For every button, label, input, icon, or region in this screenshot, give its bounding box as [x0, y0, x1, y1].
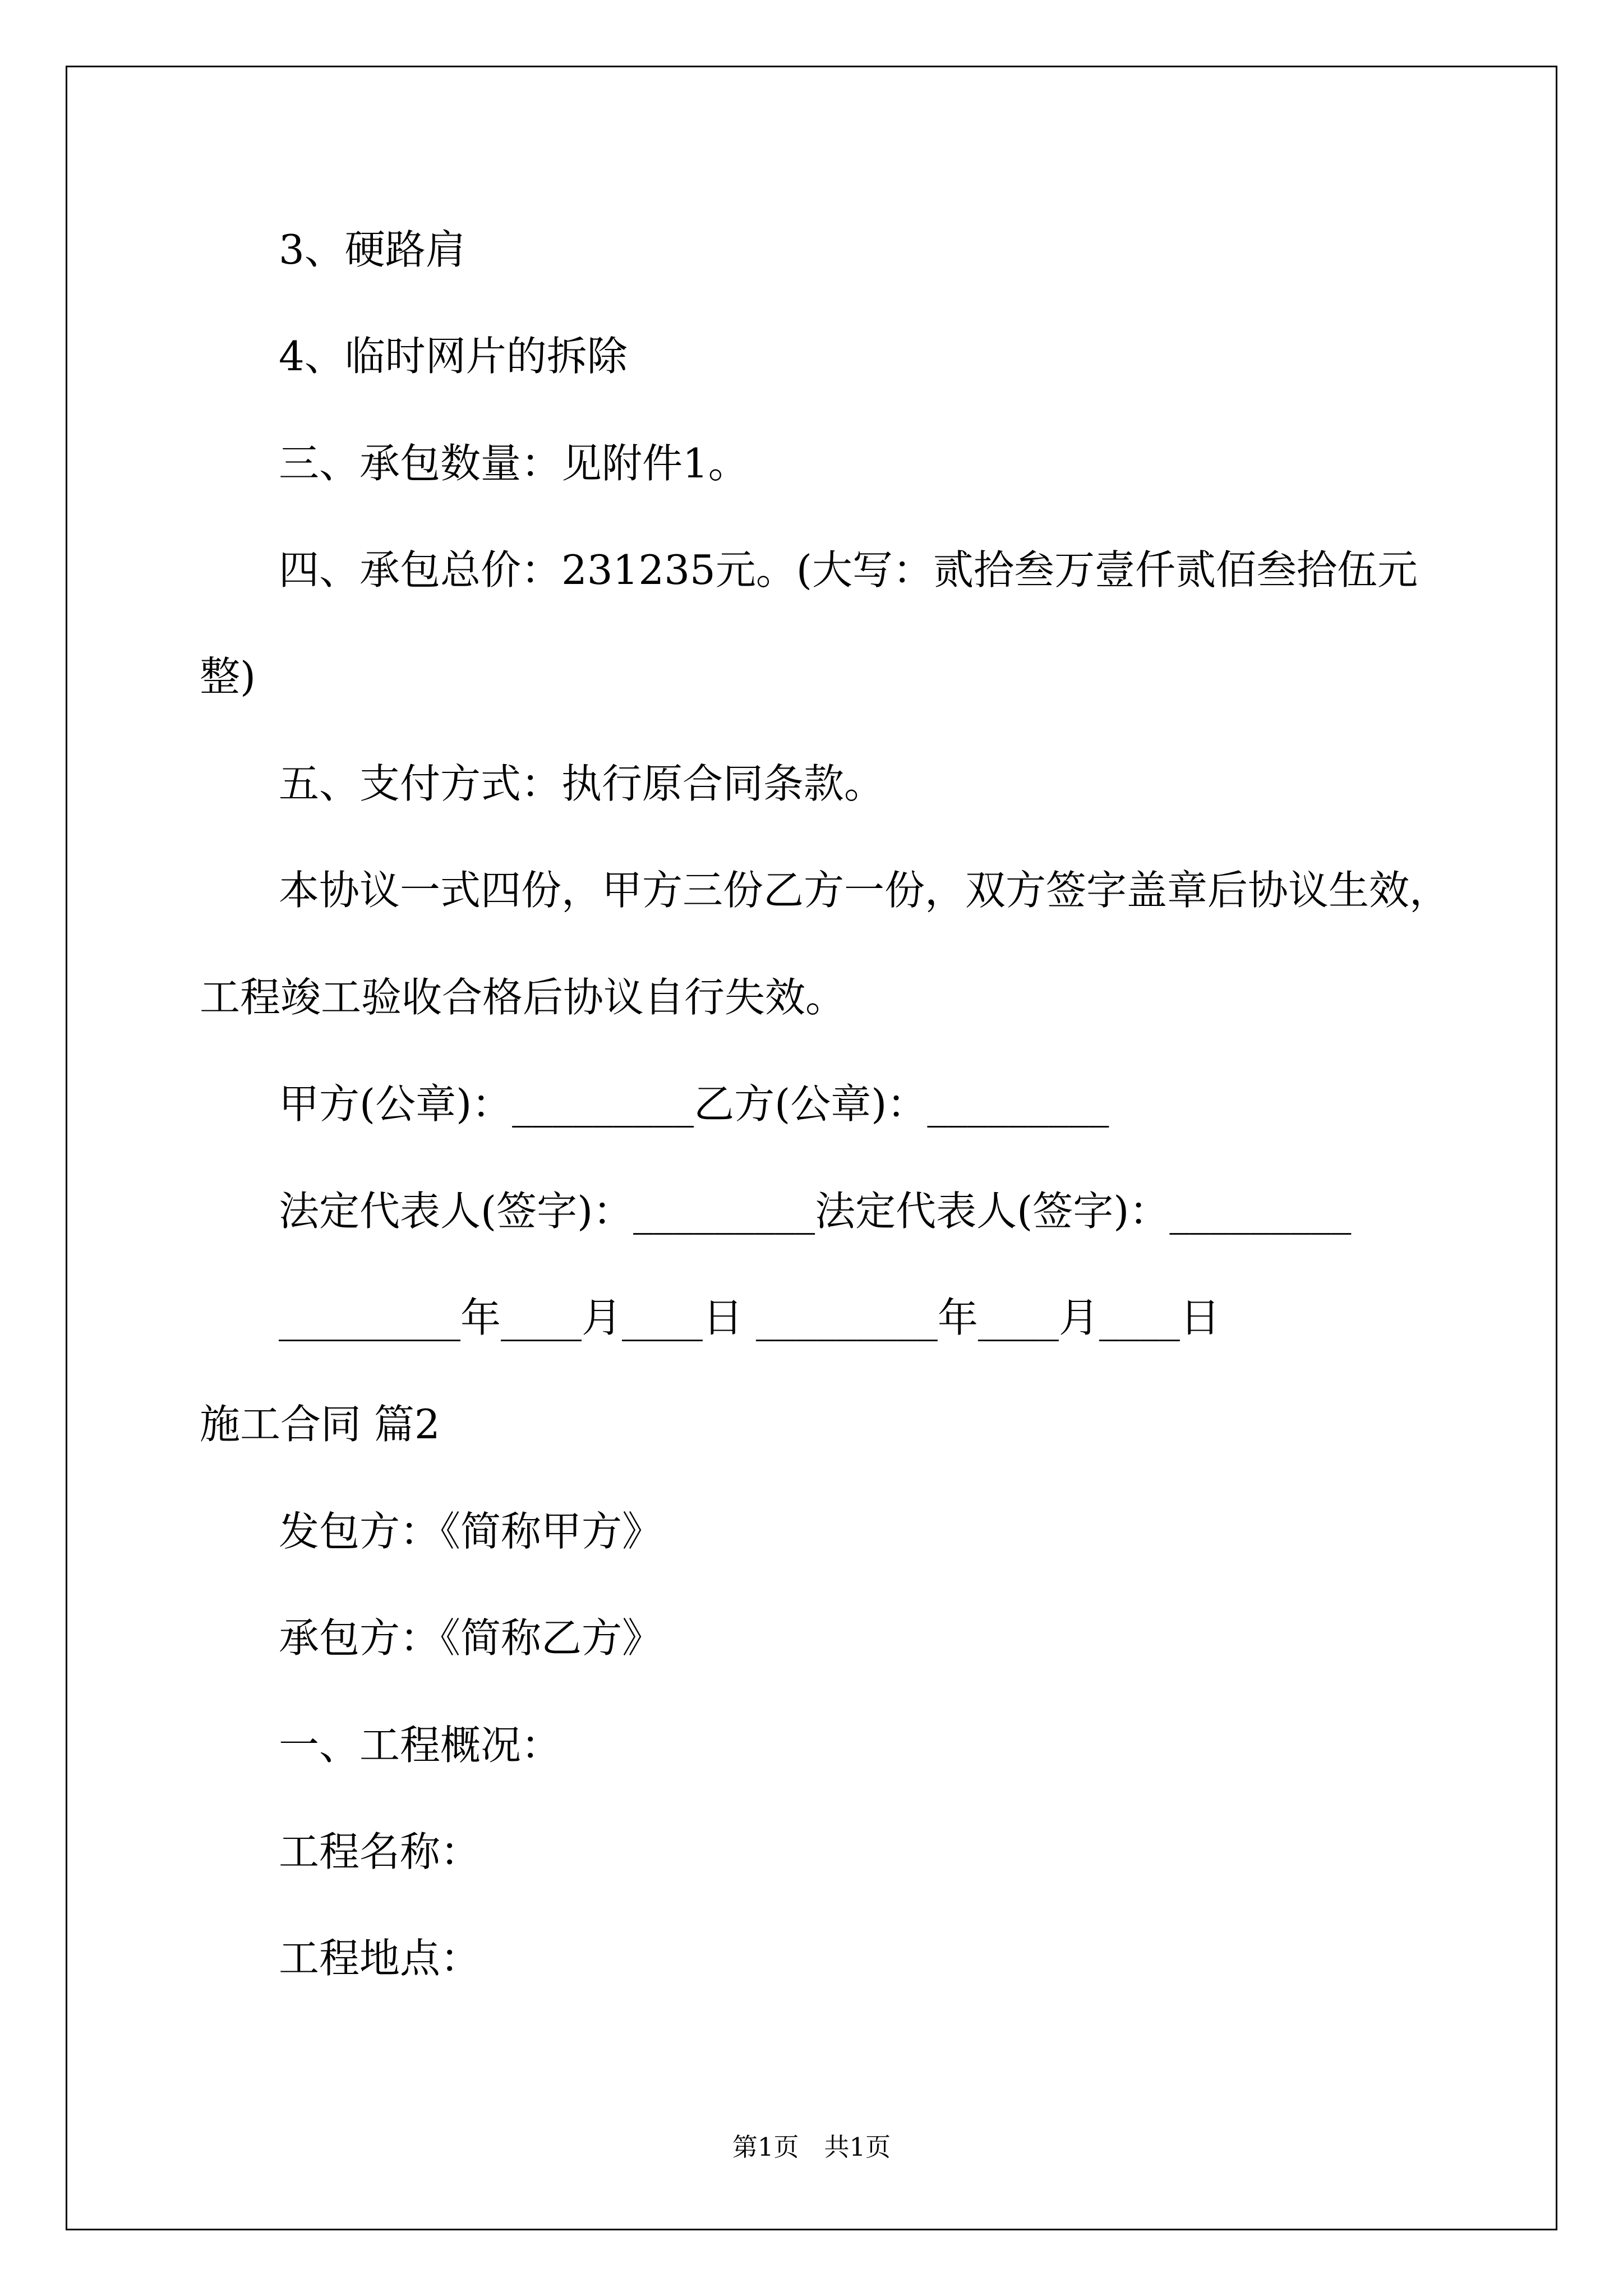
clause-total-price-continued: 整): [200, 653, 256, 700]
clause-total-price: 四、承包总价：231235元。(大写：贰拾叁万壹仟贰佰叁拾伍元: [279, 546, 1418, 593]
page-number-footer: 第1页 共1页: [732, 2132, 891, 2162]
clause-contract-quantity: 三、承包数量：见附件1。: [279, 440, 749, 487]
clause-project-overview: 一、工程概况：: [279, 1722, 562, 1769]
clause-copies-validity: 本协议一式四份，甲方三份乙方一份，双方签字盖章后协议生效，: [279, 867, 1450, 914]
field-project-location: 工程地点：: [279, 1935, 481, 1982]
page-frame: [66, 66, 1557, 2230]
signature-representative-line: 法定代表人(签字)：_________法定代表人(签字)：_________: [279, 1188, 1352, 1235]
field-project-name: 工程名称：: [279, 1828, 481, 1875]
party-employer: 发包方：《简称甲方》: [279, 1508, 663, 1555]
item-hard-shoulder: 3、硬路肩: [279, 226, 466, 273]
clause-payment-method: 五、支付方式：执行原合同条款。: [279, 760, 885, 807]
item-temporary-mesh-removal: 4、临时网片的拆除: [279, 333, 628, 380]
clause-copies-validity-continued: 工程竣工验收合格后协议自行失效。: [200, 974, 846, 1021]
signature-date-line: _________年____月____日 _________年____月____日: [279, 1294, 1220, 1341]
signature-seal-line: 甲方(公章)：_________乙方(公章)：_________: [279, 1080, 1109, 1128]
section-heading: 施工合同 篇2: [200, 1401, 440, 1448]
party-contractor: 承包方：《简称乙方》: [279, 1614, 663, 1662]
